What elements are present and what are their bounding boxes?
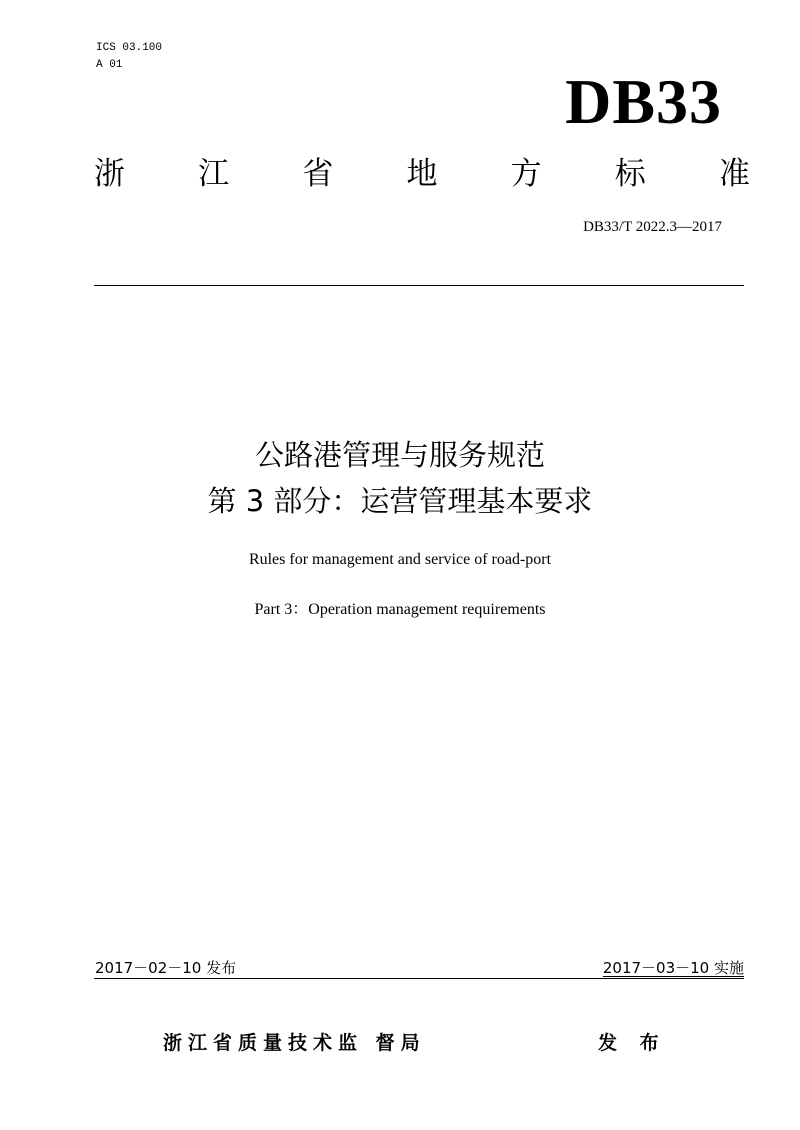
standard-type-char: 标 [614,156,646,192]
publisher: 浙江省质量技术监 督局 [163,1032,426,1054]
ics-code: ICS 03.100 [96,42,163,54]
issue-date: 2017－02－10 发布 [95,959,237,977]
standard-type-char: 江 [198,156,230,192]
title-cn-main: 公路港管理与服务规范 [254,438,545,472]
header-divider [94,285,744,286]
ccs-code: A 01 [96,59,123,71]
standard-type-char: 浙 [94,156,125,192]
standard-type-heading [94,152,750,196]
implementation-date: 2017－03－10 实施 [602,959,744,977]
publish-label: 发 布 [598,1032,667,1054]
db-logo: DB33 [565,66,722,137]
footer-divider [94,978,744,979]
standard-type-char: 省 [302,156,334,192]
title-en-main: Rules for management and service of road-port [248,551,552,568]
classification-codes [96,40,162,74]
standard-number: DB33/T 2022.3—2017 [583,219,722,235]
title-en-part: Part 3：Operation management requirements [254,601,546,618]
title-cn-part: 第 3 部分：运营管理基本要求 [207,484,593,518]
standard-type-char: 地 [406,156,438,192]
standard-type-char: 方 [510,156,542,192]
standard-type-char: 准 [718,156,750,192]
